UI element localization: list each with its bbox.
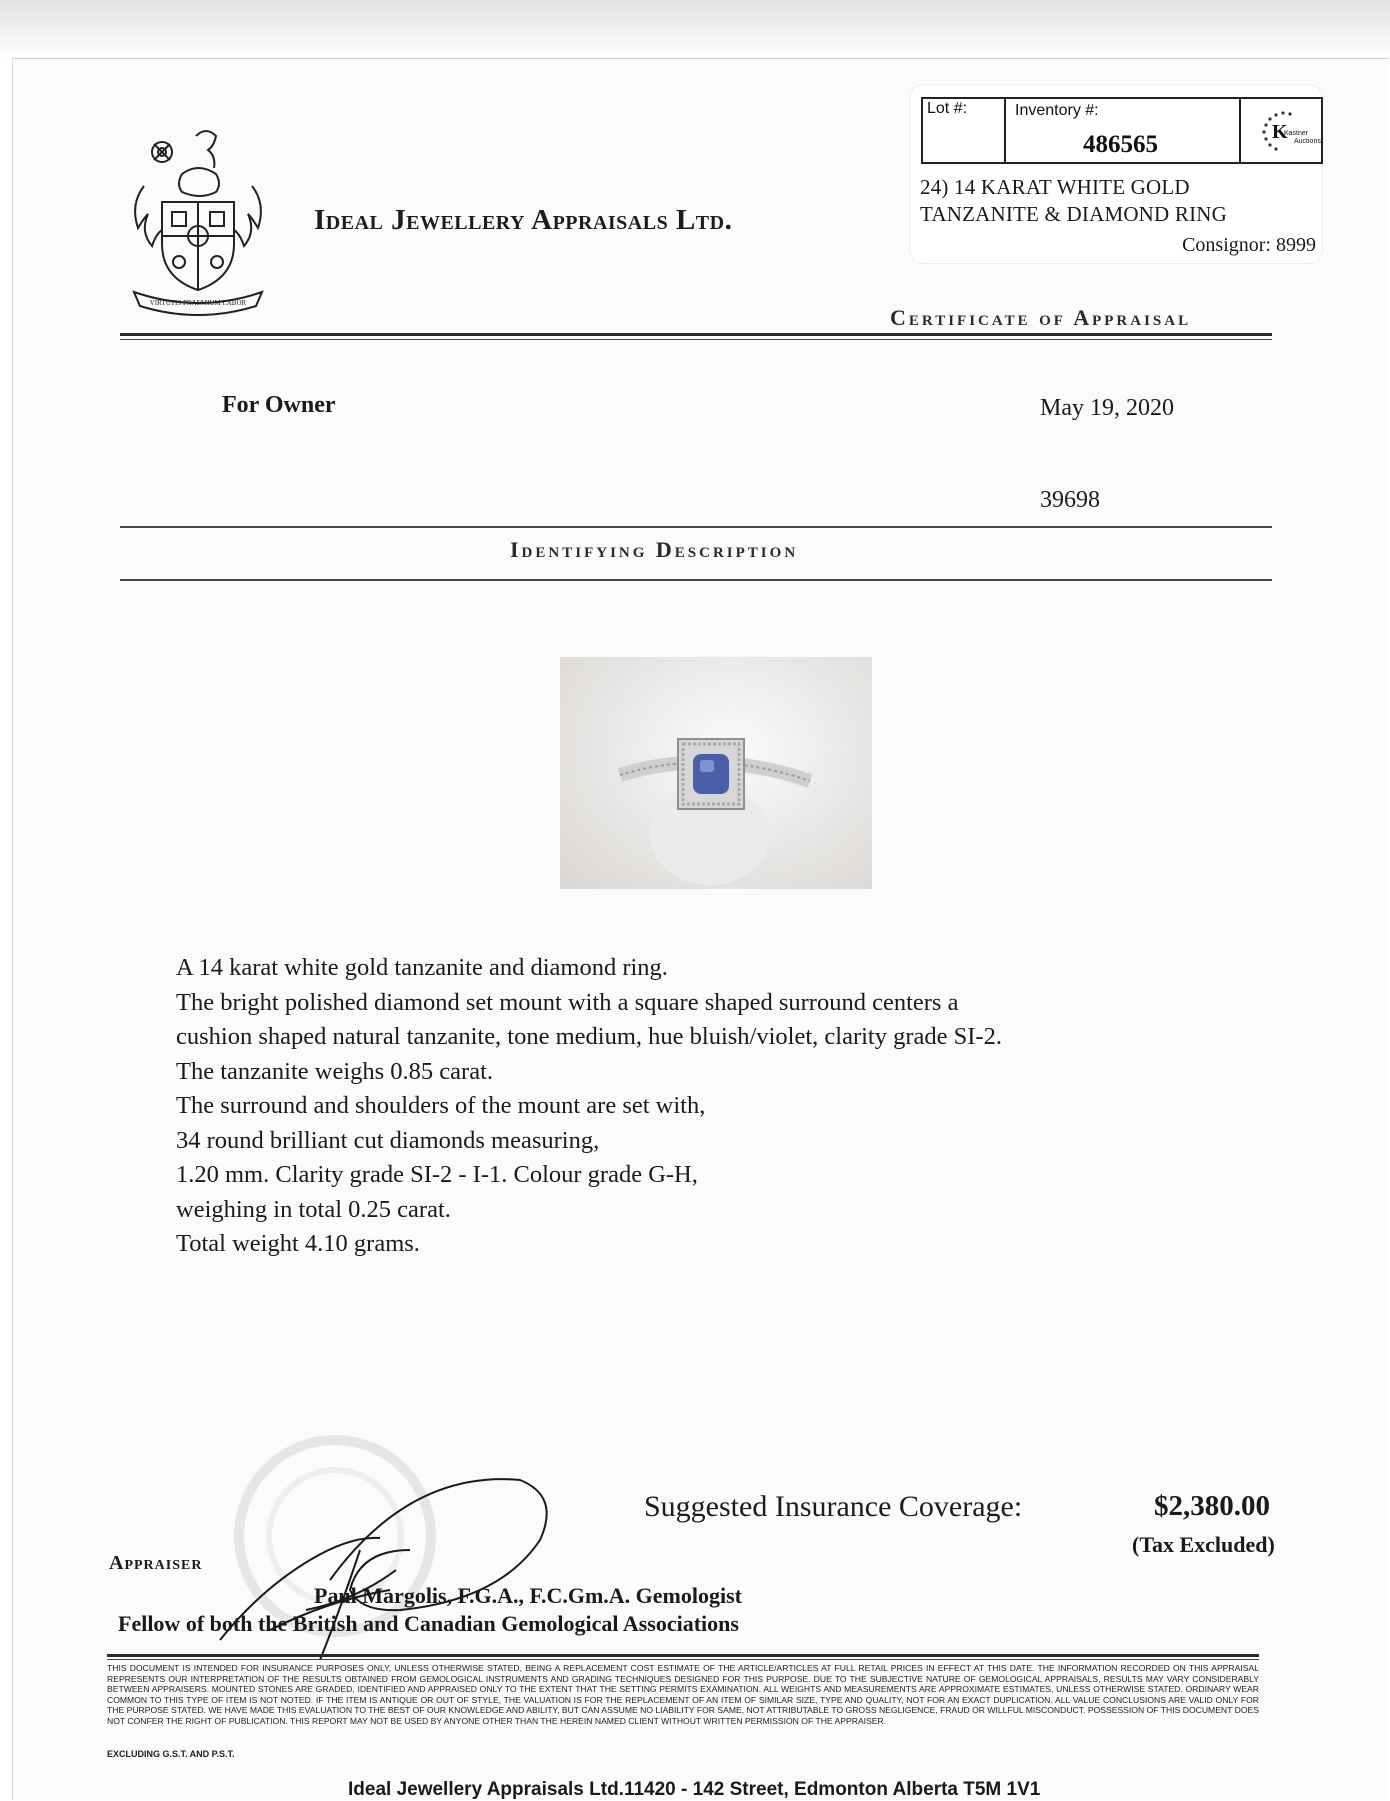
consignor: Consignor: 8999 [1182,234,1316,256]
footer-address: Ideal Jewellery Appraisals Ltd.11420 - 142 Street, Edmonton Alberta T5M 1V1 [348,1779,1041,1800]
section-title: Identifying Description [510,537,799,562]
tax-note: (Tax Excluded) [1132,1532,1275,1557]
signature-icon [210,1440,570,1670]
tag-divider [1239,99,1241,162]
appraiser-name: Paul Margolis, F.G.A., F.C.Gm.A. Gemologist [314,1583,742,1608]
coat-of-arms-icon [122,124,274,320]
description-line: Total weight 4.10 grams. [176,1230,420,1257]
divider [120,339,1272,340]
divider [120,333,1272,336]
description-line: 34 round brilliant cut diamonds measuring, [176,1126,600,1154]
insurance-label: Suggested Insurance Coverage: [644,1490,1023,1523]
insurance-amount: $2,380.00 [1154,1490,1270,1522]
ring-icon [560,657,872,889]
description-line: cushion shaped natural tanzanite, tone medium, hue bluish/violet, clarity grade SI-2. [176,1023,1002,1050]
certificate-title: Certificate of Appraisal [890,305,1192,330]
svg-text:VIRTUTIS PRAEMIUM LABOR: VIRTUTIS PRAEMIUM LABOR [149,299,247,307]
tag-divider [1004,99,1006,162]
inventory-number: 486565 [1083,131,1158,158]
description-line: The surround and shoulders of the mount are set with, [176,1092,706,1119]
appraiser-fellowship: Fellow of both the British and Canadian Gemological Associations [118,1611,739,1636]
auction-tag [910,85,1322,263]
divider [120,579,1272,581]
auction-logo-icon [1248,105,1330,159]
svg-text:K: K [1272,121,1288,143]
svg-text:Kastner: Kastner [1284,130,1309,137]
description-line: The tanzanite weighs 0.85 carat. [176,1057,494,1085]
svg-text:Auctions: Auctions [1294,138,1321,145]
tag-title-line: 24) 14 KARAT WHITE GOLD [920,175,1190,199]
lot-label: Lot #: [927,100,968,117]
ring-photo [560,657,872,889]
scan-top-edge [0,0,1390,60]
tax-exclusion-note: EXCLUDING G.S.T. AND P.S.T. [107,1749,235,1759]
company-name: Ideal Jewellery Appraisals Ltd. [314,204,733,236]
tag-title-line: TANZANITE & DIAMOND RING [920,202,1227,226]
description-line: A 14 karat white gold tanzanite and diamond ring. [176,954,668,981]
inventory-label: Inventory #: [1015,102,1099,119]
divider [120,526,1272,528]
certificate-number: 39698 [1040,487,1100,513]
certificate-date: May 19, 2020 [1040,395,1174,421]
for-owner: For Owner [222,392,336,418]
tag-table [921,97,1323,164]
appraiser-label: Appraiser [109,1552,203,1574]
description-line: The bright polished diamond set mount with a square shaped surround centers a [176,988,959,1016]
item-description [176,951,1002,1262]
disclaimer-text: THIS DOCUMENT IS INTENDED FOR INSURANCE PURPOSES ONLY, UNLESS OTHERWISE STATED, BEING A REPLACEMENT COST ESTIMATE OF THE ARTICLE/ARTICLES AT FULL RETAIL PRICES IN EFFECT AT THIS DATE. THE INFORMATION RECORDED ON THIS APPRAISAL REPRESENTS OUR INTERPRETATION OF THE RESULTS OBTAINED FROM GEMOLOGICAL INSTRUMENTS AND GRADING TECHNIQUES DESIGNED FOR THIS PURPOSE. DUE TO THE SUBJECTIVE NATURE OF GEMOLOGICAL APPRAISALS, RESULTS MAY VARY CONSIDERABLY BETWEEN APPRAISERS. MOUNTED STONES ARE GRADED, IDENTIFIED AND APPRAISED ONLY TO THE EXTENT THAT THE SETTING PERMITS EXAMINATION. ALL WEIGHTS AND MEASUREMENTS ARE APPROXIMATE ESTIMATES, UNLESS OTHERWISE STATED. ORDINARY WEAR COMMON TO THIS TYPE OF ITEM IS NOT NOTED. IF THE ITEM IS ANTIQUE OR OUT OF STYLE, THE VALUATION IS FOR THE REPLACEMENT OF AN ITEM OF SIMILAR SIZE, TYPE AND QUALITY, NOT FOR AN EXACT DUPLICATION. ALL VALUE CONCLUSIONS ARE VALID ONLY FOR THE PURPOSE STATED. WE HAVE MADE THIS EVALUATION TO THE BEST OF OUR KNOWLEDGE AND ABILITY, BUT CAN ASSUME NO LIABILITY FOR SAME, NOT ATTRIBUTABLE TO GROSS NEGLIGENCE, FRAUD OR WILLFUL MISCONDUCT. POSSESSION OF THIS DOCUMENT DOES NOT CONFER THE RIGHT OF PUBLICATION. THIS REPORT MAY NOT BE USED BY ANYONE OTHER THAN THE HEREIN NAMED CLIENT WITHOUT WRITTEN PERMISSION OF THE APPRAISER. [107,1663,1259,1726]
description-line: weighing in total 0.25 carat. [176,1195,451,1223]
divider [107,1654,1259,1657]
description-line: 1.20 mm. Clarity grade SI-2 - I-1. Colour grade G-H, [176,1161,698,1188]
divider [107,1659,1259,1660]
